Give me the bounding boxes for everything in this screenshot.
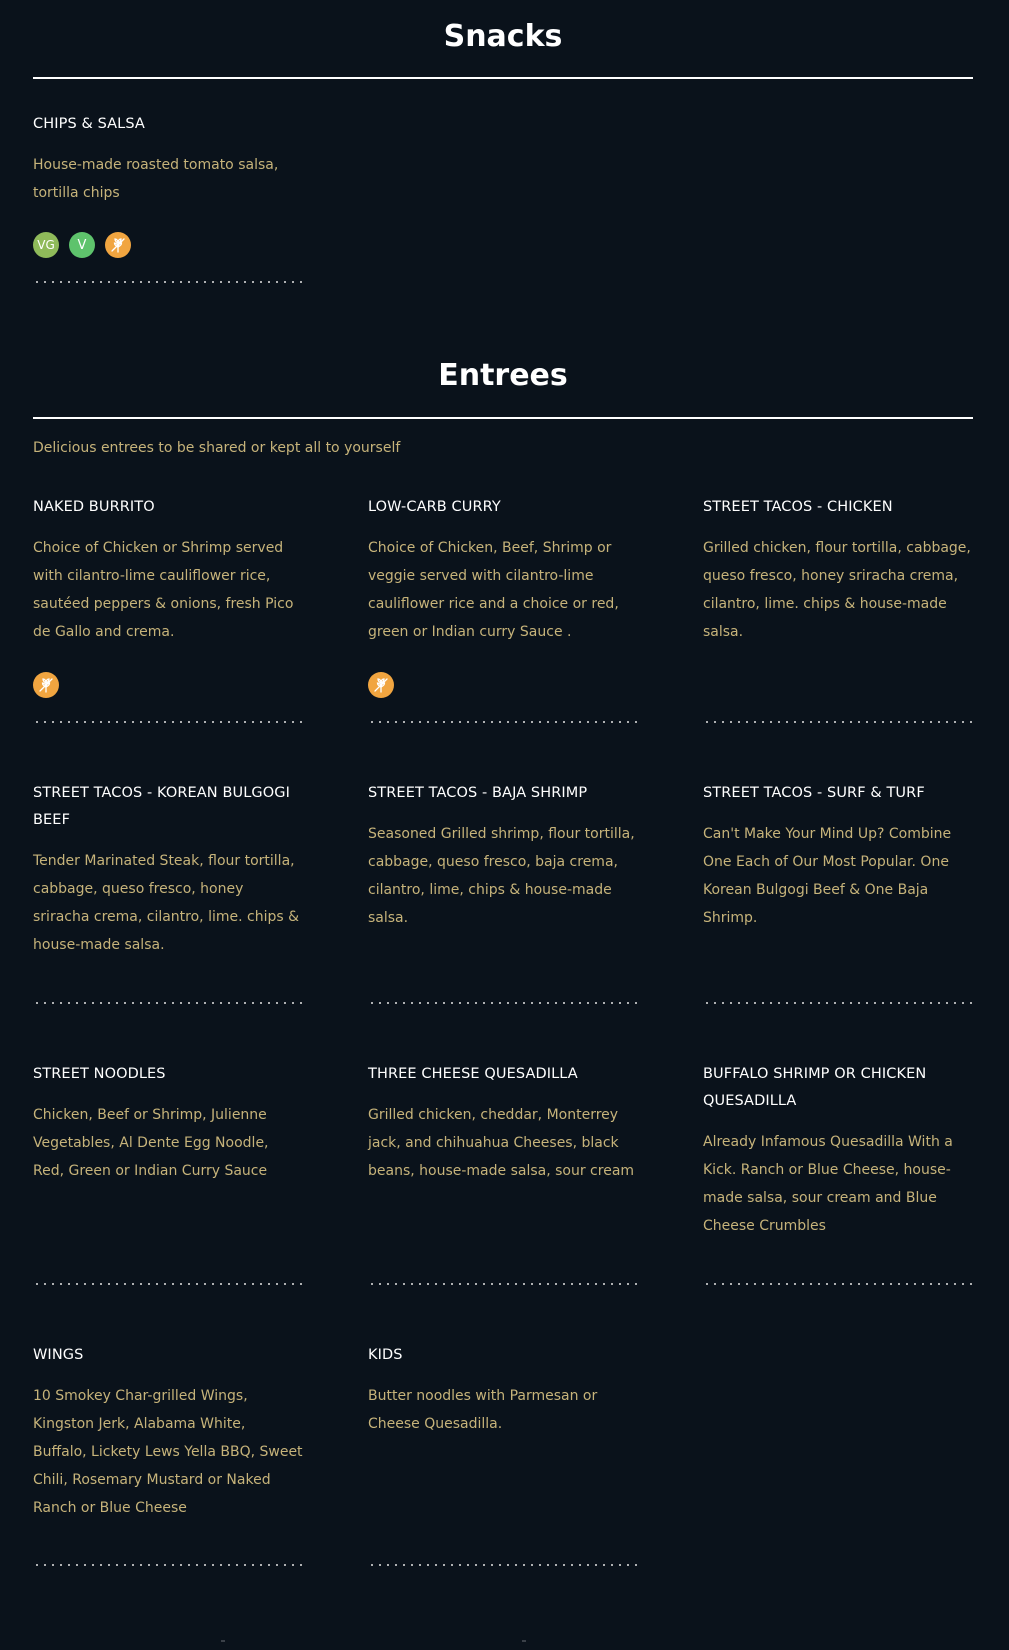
vegan-badge: VG (33, 232, 59, 258)
item-description: Butter noodles with Parmesan or Cheese Quesadilla. (368, 1388, 598, 1432)
menu-item-buffalo-quesadilla[interactable] (703, 1061, 973, 1240)
menu-item-low-carb-curry[interactable] (368, 494, 638, 646)
scroll-fade-mark (221, 1640, 225, 1642)
item-separator (703, 1002, 973, 1004)
menu-item-street-tacos-chicken[interactable] (703, 494, 973, 646)
item-name: STREET TACOS - CHICKEN (703, 499, 893, 515)
section-title-entrees: Entrees (438, 358, 568, 393)
item-name: THREE CHEESE QUESADILLA (368, 1066, 578, 1082)
section-title-snacks: Snacks (443, 19, 563, 54)
item-name: BUFFALO SHRIMP OR CHICKEN QUESADILLA (703, 1066, 927, 1109)
menu-item-street-tacos-surf-turf[interactable] (703, 780, 973, 932)
item-separator (368, 1002, 638, 1004)
item-separator (33, 1002, 303, 1004)
item-separator (368, 1283, 638, 1285)
item-separator (33, 1564, 303, 1566)
item-description: Grilled chicken, cheddar, Monterrey jack, and chihuahua Cheeses, black beans, house-made salsa, sour cream (368, 1107, 635, 1179)
item-separator (703, 721, 973, 723)
menu-item-street-tacos-baja-shrimp[interactable] (368, 780, 638, 932)
menu-item-street-noodles[interactable] (33, 1061, 303, 1185)
item-description: Tender Marinated Steak, flour tortilla, cabbage, queso fresco, honey sriracha crema, cilantro, lime. chips & house-made salsa. (33, 853, 300, 953)
item-separator (368, 1564, 638, 1566)
vegetarian-badge: V (69, 232, 95, 258)
item-description: 10 Smokey Char-grilled Wings, Kingston Jerk, Alabama White, Buffalo, Lickety Lews Yella BBQ, Sweet Chili, Rosemary Mustard or Naked Ranch or Blue Cheese (33, 1388, 303, 1516)
item-name: NAKED BURRITO (33, 499, 155, 515)
item-separator (33, 721, 303, 723)
dietary-badges (33, 672, 59, 698)
item-description: Chicken, Beef or Shrimp, Julienne Vegetables, Al Dente Egg Noodle, Red, Green or Indian Curry Sauce (33, 1107, 269, 1179)
gluten-free-icon (33, 672, 59, 698)
item-description: Choice of Chicken, Beef, Shrimp or veggie served with cilantro-lime cauliflower rice and a choice or red, green or Indian curry Sauce . (368, 540, 619, 640)
item-name: STREET TACOS - SURF & TURF (703, 785, 925, 801)
menu-item-naked-burrito[interactable] (33, 494, 303, 646)
item-name: STREET TACOS - KOREAN BULGOGI BEEF (33, 785, 290, 828)
section-description: Delicious entrees to be shared or kept all to yourself (33, 440, 401, 456)
item-name: KIDS (368, 1347, 403, 1363)
item-description: Seasoned Grilled shrimp, flour tortilla, cabbage, queso fresco, baja crema, cilantro, lime, chips & house-made salsa. (368, 826, 635, 926)
item-description: Already Infamous Quesadilla With a Kick. Ranch or Blue Cheese, house-made salsa, sour cream and Blue Cheese Crumbles (703, 1134, 953, 1234)
menu-item-three-cheese-quesadilla[interactable] (368, 1061, 638, 1185)
item-name: STREET NOODLES (33, 1066, 166, 1082)
menu-item-kids[interactable] (368, 1342, 638, 1438)
entrees-section (33, 0, 973, 1650)
item-description: Grilled chicken, flour tortilla, cabbage, queso fresco, honey sriracha crema, cilantro, lime. chips & house-made salsa. (703, 540, 971, 640)
item-description: House-made roasted tomato salsa, tortilla chips (33, 157, 279, 201)
gluten-free-icon (368, 672, 394, 698)
section-divider (33, 417, 973, 419)
item-separator (703, 1283, 973, 1285)
item-description: Choice of Chicken or Shrimp served with cilantro-lime cauliflower rice, sautéed peppers & onions, fresh Pico de Gallo and crema. (33, 540, 294, 640)
item-description: Can't Make Your Mind Up? Combine One Each of Our Most Popular. One Korean Bulgogi Beef & One Baja Shrimp. (703, 826, 952, 926)
item-name: LOW-CARB CURRY (368, 499, 501, 515)
item-name: STREET TACOS - BAJA SHRIMP (368, 785, 588, 801)
item-separator (33, 1283, 303, 1285)
menu-item-street-tacos-korean-bulgogi-beef[interactable] (33, 780, 303, 959)
scroll-fade-mark (522, 1640, 526, 1642)
item-name: WINGS (33, 1347, 84, 1363)
item-separator (368, 721, 638, 723)
dietary-badges (368, 672, 394, 698)
menu-item-wings[interactable] (33, 1342, 303, 1522)
item-name: CHIPS & SALSA (33, 116, 145, 132)
